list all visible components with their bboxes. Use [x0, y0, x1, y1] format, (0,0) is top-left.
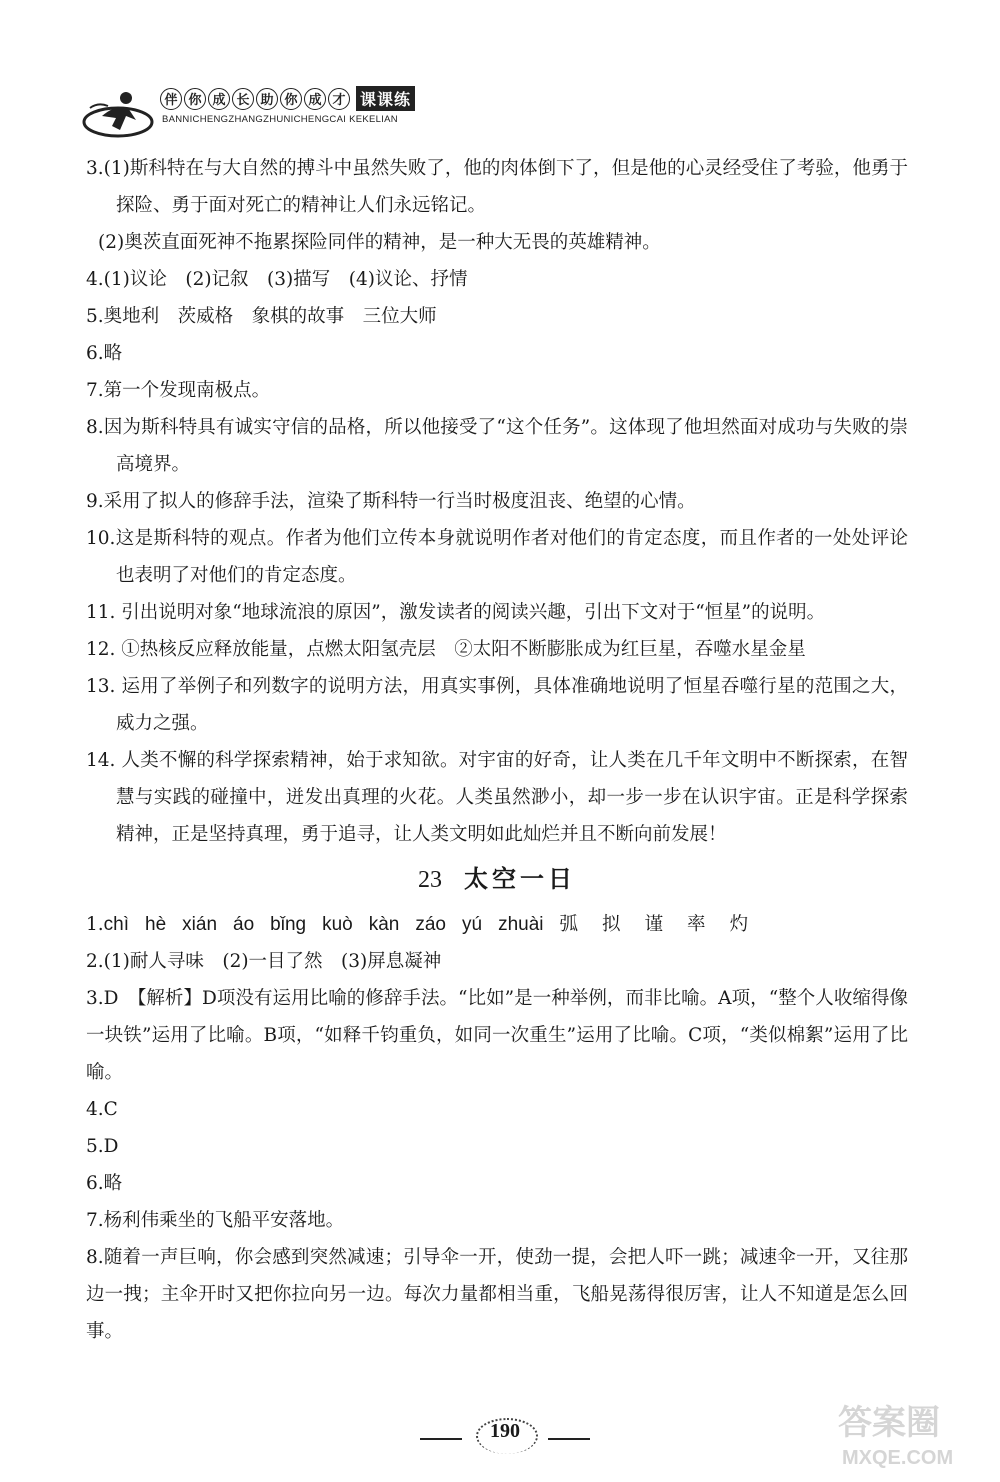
answer-item: 10.这是斯科特的观点。作者为他们立传本身就说明作者对他们的肯定态度，而且作者的一处处评论也表明了对他们的肯定态度。: [86, 528, 908, 586]
answer-item: 3.(1)斯科特在与大自然的搏斗中虽然失败了，他的肉体倒下了，但是他的心灵经受住了考验，他勇于探险、勇于面对死亡的精神让人们永远铭记。: [86, 158, 908, 216]
brand-char: 长: [232, 88, 254, 110]
answer-item: 6.略: [86, 1173, 123, 1194]
page-header: [82, 82, 442, 148]
answer-content: [86, 150, 908, 1350]
pinyin-syllable: áo: [233, 914, 255, 935]
hanzi-answer: 谨: [644, 914, 664, 935]
pinyin-syllable: chì: [103, 914, 130, 935]
runner-logo-icon: [82, 86, 156, 142]
brand-char: 助: [256, 88, 278, 110]
pinyin-syllable: kàn: [368, 914, 400, 935]
hanzi-answer: 率: [687, 914, 706, 935]
page-footer: [420, 1418, 590, 1458]
brand-char: 你: [184, 88, 206, 110]
pinyin-syllable: xián: [182, 914, 218, 935]
footer-rule-right: [548, 1438, 590, 1440]
hanzi-answer: 弧: [559, 914, 579, 935]
hanzi-answer: 灼: [729, 914, 749, 935]
brand-pinyin: BANNICHENGZHANGZHUNICHENGCAI KEKELIAN: [162, 114, 398, 125]
answer-item: 11. 引出说明对象“地球流浪的原因”，激发读者的阅读兴趣，引出下文对于“恒星”的说明。: [86, 602, 826, 623]
pinyin-syllable: kuò: [322, 914, 353, 935]
pinyin-syllable: yú: [462, 914, 483, 935]
answer-item: 12. ①热核反应释放能量，点燃太阳氢壳层 ②太阳不断膨胀成为红巨星，吞噬水星金星: [86, 639, 806, 660]
answer-item: (2)奥茨直面死神不拖累探险同伴的精神，是一种大无畏的英雄精神。: [98, 232, 661, 253]
answer-item: 5.奥地利 茨威格 象棋的故事 三位大师: [86, 306, 437, 327]
answer-item: 5.D: [86, 1136, 119, 1157]
answer-item: 14. 人类不懈的科学探索精神，始于求知欲。对宇宙的好奇，让人类在几千年文明中不断探索，在智慧与实践的碰撞中，迸发出真理的火花。人类虽然渺小，却一步一步在认识宇宙。正是科学探索精神，正是坚持真理，勇于追寻，让人类文明如此灿烂并且不断向前发展！: [86, 750, 908, 845]
watermark-text: 答案圈: [838, 1403, 940, 1443]
answer-item: 8.随着一声巨响，你会感到突然减速；引导伞一开，使劲一提，会把人吓一跳；减速伞一开，又往那边一拽；主伞开时又把你拉向另一边。每次力量都相当重，飞船晃荡得很厉害，让人不知道是怎么回事。: [86, 1247, 908, 1342]
answer-item: 2.(1)耐人寻味 (2)一目了然 (3)屏息凝神: [86, 951, 442, 972]
section-title: 太空一日: [464, 865, 576, 893]
section-heading: [86, 855, 908, 904]
answer-item: 9.采用了拟人的修辞手法，渲染了斯科特一行当时极度沮丧、绝望的心情。: [86, 491, 696, 512]
pinyin-syllable: hè: [145, 914, 167, 935]
footer-rule-left: [420, 1438, 462, 1440]
brand-char: 伴: [160, 88, 182, 110]
pinyin-syllable: záo: [415, 914, 446, 935]
answer-item: 3.D 【解析】D项没有运用比喻的修辞手法。“比如”是一种举例，而非比喻。A项，“整个人收缩得像一块铁”运用了比喻。B项，“如释千钧重负，如同一次重生”运用了比喻。C项，“类似棉絮”运用了比喻。: [86, 988, 908, 1083]
pinyin-answer: [86, 906, 908, 943]
answer-item: 8.因为斯科特具有诚实守信的品格，所以他接受了“这个任务”。这体现了他坦然面对成功与失败的崇高境界。: [86, 417, 908, 475]
answer-item: 6.略: [86, 343, 123, 364]
pinyin-syllable: bǐng: [270, 914, 307, 935]
brand-char: 成: [304, 88, 326, 110]
brand-char: 才: [328, 88, 350, 110]
brand-char: 成: [208, 88, 230, 110]
watermark-domain: MXQE.COM: [842, 1447, 954, 1469]
brand-char: 你: [280, 88, 302, 110]
answer-prefix: 1.: [86, 914, 104, 935]
answer-item: 13. 运用了举例子和列数字的说明方法，用真实事例，具体准确地说明了恒星吞噬行星的范围之大，威力之强。: [86, 676, 908, 734]
brand-series: 课课练: [356, 86, 415, 111]
brand-slogan: [160, 86, 415, 111]
answer-item: 7.杨利伟乘坐的飞船平安落地。: [86, 1210, 345, 1231]
answer-item: 7.第一个发现南极点。: [86, 380, 271, 401]
answer-item: 4.(1)议论 (2)记叙 (3)描写 (4)议论、抒情: [86, 269, 468, 290]
pinyin-syllable: zhuài: [498, 914, 544, 935]
section-number: 23: [418, 867, 442, 893]
hanzi-answer: 拟: [602, 914, 621, 935]
answer-item: 4.C: [86, 1099, 118, 1120]
page-number: 190: [490, 1420, 520, 1442]
watermark-logo-icon: [832, 1392, 972, 1472]
